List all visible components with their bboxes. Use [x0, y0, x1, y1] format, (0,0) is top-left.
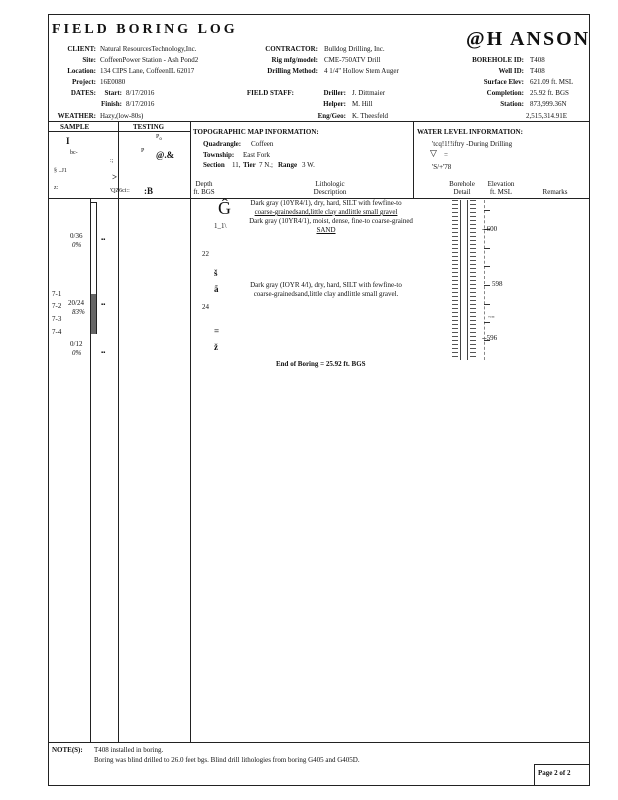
client-value: Natural ResourcesTechnology,Inc. [100, 45, 197, 53]
sample-recovery-fill [91, 294, 96, 334]
water-table-icon: ▽ [430, 148, 437, 158]
rig-value: CME-750ATV Drill [324, 56, 381, 64]
sample-mark-3: ▪▪ [101, 350, 106, 356]
elev-minor-label: ~= [488, 315, 495, 321]
quadrangle-label: Quadrangle: [203, 140, 242, 148]
surface-elev-label: Surface Elev: [483, 78, 524, 86]
depth-header: Depth [195, 180, 213, 188]
start-label: Start: [104, 89, 122, 97]
testing-heading: TESTING [133, 123, 165, 131]
client-label: CLIENT: [67, 45, 96, 53]
depth-glyph-a: š [214, 268, 218, 278]
topo-heading: TOPOGRAPHIC MAP INFORMATION: [193, 128, 319, 136]
field-staff-label: FIELD STAFF: [246, 89, 294, 97]
weather-value: Hazy,(low-80s) [100, 112, 144, 120]
sample-pct-1: 0% [72, 241, 82, 249]
sample-id-4: 7-4 [52, 328, 62, 336]
elevation-header-2: ft. MSL [489, 188, 513, 196]
depth-label-22: 22 [202, 250, 209, 258]
drilling-method-value: 4 1/4" Hollow Stem Auger [324, 67, 399, 75]
sample-mark-2: ▪▪ [101, 302, 106, 308]
borehole-header-2: Detail [453, 188, 471, 196]
depth-glyph-d: ž [214, 342, 218, 352]
borehole-id-value: T408 [530, 56, 545, 64]
depth-glyph-b: ã [214, 284, 219, 294]
sample-recovery-2: 20/24 [68, 299, 84, 307]
project-value: 16E0080 [100, 78, 126, 86]
finish-label: Finish: [100, 100, 122, 108]
testing-glyph-2: > [112, 172, 118, 182]
section-value: 11, [232, 161, 241, 169]
elev-tick [484, 322, 490, 323]
range-value: 3 W. [302, 161, 315, 169]
company-logo: @H ANSON [466, 28, 591, 50]
litho-header: Lithologic [315, 180, 345, 188]
borehole-casing-right [470, 200, 476, 360]
start-date: 8/17/2016 [126, 89, 155, 97]
station-value-2: 2,515,314.91E [526, 112, 568, 120]
borehole-casing-left [452, 200, 458, 360]
borehole-id-label: BOREHOLE ID: [472, 56, 524, 64]
testing-glyph-4: P [141, 148, 145, 154]
sample-pct-3: 0% [72, 349, 82, 357]
weather-label: WEATHER: [57, 112, 96, 120]
elev-tick [484, 285, 490, 286]
depth-unit-header: ft. BGS [193, 188, 215, 196]
litho-2-line-2: SAND [316, 226, 336, 234]
litho-2-line-1: Dark gray (10YR4/1), moist, dense, fine-to coarse-grained [249, 217, 413, 225]
testing-litho-divider [190, 121, 191, 742]
sample-pct-2: 83% [72, 308, 85, 316]
water-line-1: 'tcq!1!!iftry -During Drilling [432, 140, 513, 148]
page-box-top [534, 764, 590, 765]
completion-label: Completion: [486, 89, 524, 97]
testing-glyph-5: @.& [156, 150, 175, 160]
rig-label: Rig mfg/model: [271, 56, 318, 64]
drilling-method-label: Drilling Method: [267, 67, 318, 75]
elev-tick [484, 210, 490, 211]
station-value: 873,999.36N [530, 100, 567, 108]
page-title: FIELD BORING LOG [52, 22, 238, 37]
township-label: Township: [203, 151, 235, 159]
testing-glyph-6: :B [144, 186, 153, 196]
borehole-header: Borehole [449, 180, 475, 188]
sample-id-3: 7-3 [52, 315, 62, 323]
quadrangle-value: Coffeen [251, 140, 274, 148]
testing-glyph-7: $P_o$ [156, 134, 162, 143]
testing-glyph-3: 'QZ6ci:: [110, 188, 130, 194]
testing-glyph-1: :; [110, 158, 114, 164]
sample-z-glyph: z: [54, 185, 59, 191]
eng-value: K. Theesfeld [352, 112, 389, 120]
surface-elev-value: 621.09 ft. MSL [530, 78, 574, 86]
section-label: Section [203, 161, 225, 169]
elev-label-598: 598 [492, 280, 503, 288]
well-id-label: Well ID: [498, 67, 524, 75]
notes-line-2: Boring was blind drilled to 26.0 feet bgs. Blind drill lithologies from boring G405 and G405D. [94, 756, 360, 764]
elev-tick [484, 248, 490, 249]
sample-id-1: 7-1 [52, 290, 62, 298]
water-line-2: = [444, 151, 448, 159]
finish-date: 8/17/2016 [126, 100, 155, 108]
litho-3-line-2: coarse-grainedsand,little clay andlittle small gravel. [253, 290, 399, 298]
sample-recovery-1: 0/36 [70, 232, 83, 240]
sample-number-glyph: § ..J1 [54, 168, 67, 174]
sample-type-glyph: I [66, 136, 70, 146]
contractor-value: Bulldog Drilling, Inc. [324, 45, 385, 53]
notes-divider [48, 742, 590, 743]
well-id-value: T408 [530, 67, 545, 75]
tier-label: Tier [243, 161, 256, 169]
sample-recovery-glyph: bc- [70, 150, 78, 156]
page-number: Page 2 of 2 [538, 769, 571, 777]
completion-value: 25.92 ft. BGS [530, 89, 569, 97]
sample-divider [48, 131, 190, 132]
notes-label: NOTE(S): [52, 746, 83, 754]
remarks-header: Remarks [542, 188, 568, 196]
elev-label-596: --596 [482, 334, 498, 342]
depth-mark-20: 1_1\ [214, 222, 227, 230]
well-riser [460, 200, 468, 360]
sample-mark-1: ▪▪ [101, 237, 106, 243]
location-value: 134 CIPS Lane, CoffeenIL 62017 [100, 67, 195, 75]
helper-label: Helper: [323, 100, 346, 108]
header-divider [48, 121, 590, 122]
site-label: Site: [82, 56, 96, 64]
end-of-boring [276, 360, 366, 368]
end-of-boring-text: End of Boring = 25.92 ft. BGS [276, 360, 366, 368]
litho-1-line-1: Dark gray (10YR4/1), dry, hard, SILT with fewfine-to [250, 199, 402, 207]
water-heading: WATER LEVEL INFORMATION: [417, 128, 523, 136]
elevation-header: Elevation [487, 180, 515, 188]
depth-label-24: 24 [202, 303, 209, 311]
elev-label-600: --600 [482, 225, 498, 233]
location-label: Location: [67, 67, 96, 75]
driller-label: Driller: [323, 89, 346, 97]
sample-recovery-3: 0/12 [70, 340, 83, 348]
sample-id-2: 7-2 [52, 302, 62, 310]
depth-top-glyph: Ĝ [218, 198, 231, 218]
dates-label: DATES: [70, 89, 96, 97]
project-label: Project: [72, 78, 96, 86]
site-value: CoffeenPower Station - Ash Pond2 [100, 56, 199, 64]
depth-glyph-c: = [214, 326, 220, 336]
tier-value: 7 N.; [259, 161, 273, 169]
station-label: Station: [500, 100, 524, 108]
topo-water-divider [413, 121, 414, 198]
helper-value: M. Hill [352, 100, 373, 108]
sample-testing-divider [118, 121, 119, 742]
driller-value: J. Dittmaier [352, 89, 386, 97]
eng-label: Eng/Geo: [317, 112, 346, 120]
contractor-label: CONTRACTOR: [265, 45, 318, 53]
township-value: East Fork [243, 151, 271, 159]
water-line-3: 'S/+'78 [432, 163, 452, 171]
litho-header-2: Description [313, 188, 347, 196]
elev-tick [484, 266, 490, 267]
elev-tick [484, 304, 490, 305]
sample-heading: SAMPLE [60, 123, 90, 131]
notes-line-1: T408 installed in boring. [94, 746, 164, 754]
litho-3-line-1: Dark gray (IOYR 4/l), dry, hard, SILT with fewfine-to [250, 281, 402, 289]
range-label: Range [278, 161, 298, 169]
litho-1-line-2: coarse-grainedsand,little clay andlittle small gravel [254, 208, 398, 216]
page-box-left [534, 764, 535, 786]
